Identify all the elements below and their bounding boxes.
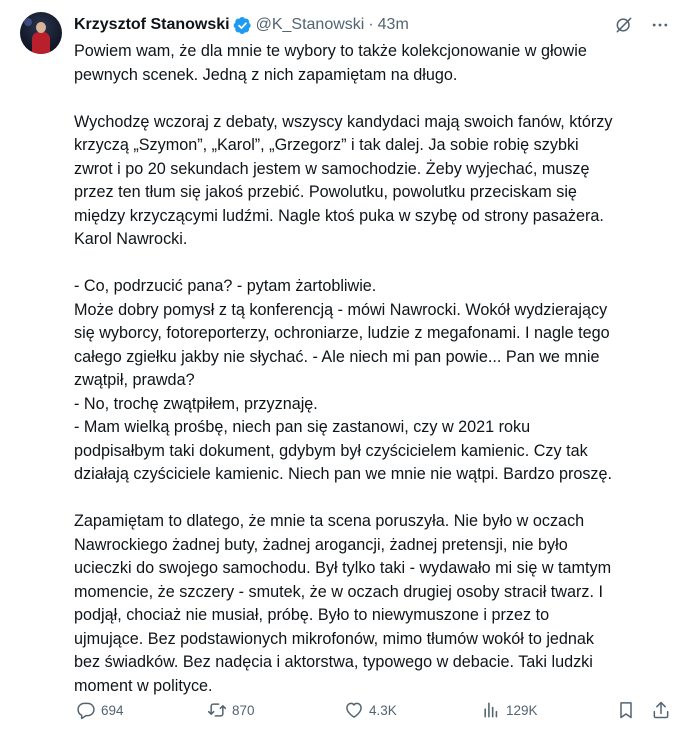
reply-count: 694 [101, 702, 124, 718]
avatar[interactable] [20, 12, 62, 54]
retweet-button[interactable] [207, 698, 255, 722]
like-button[interactable] [344, 698, 397, 722]
tweet-header [74, 14, 409, 36]
author-name[interactable]: Krzysztof Stanowski [74, 16, 230, 33]
views-count: 129K [506, 702, 538, 718]
avatar-figure-head [36, 22, 46, 33]
share-button[interactable] [651, 698, 671, 722]
tweet-time[interactable]: 43m [377, 16, 409, 33]
action-bar [74, 698, 674, 722]
reply-button[interactable] [76, 698, 124, 722]
views-chart-icon [481, 700, 501, 720]
bookmark-icon [616, 700, 636, 720]
avatar-figure-body [32, 32, 50, 54]
retweet-count: 870 [232, 702, 255, 718]
author-handle[interactable]: @K_Stanowski [255, 16, 365, 33]
views-button[interactable] [481, 698, 538, 722]
bookmark-button[interactable] [616, 698, 636, 722]
more-options-icon[interactable] [650, 15, 670, 35]
verified-badge-icon [233, 16, 252, 35]
share-icon [651, 700, 671, 720]
retweet-icon [207, 700, 227, 720]
tweet-text: Powiem wam, że dla mnie te wybory to także kolekcjonowanie w głowie pewnych scenek. Jedną z nich zapamiętam na długo. Wychodzę wczoraj z debaty, wszyscy kandydaci mają swoich fanów, którzy krzyczą „Szymon”, „Karol”, „Grzegorz” i tak dalej. Ja sobie robię szybki zwrot i po 20 sekundach jestem w samochodzie. Żeby wyjechać, muszę przez ten tłum się jakoś przebić. Powolutku, powolutku przeciskam się między krzyczącymi ludźmi. Nagle ktoś puka w szybę od strony pasażera. Karol Nawrocki. - Co, podrzucić pana? - pytam żartobliwie. Może dobry pomysł z tą konferencją - mówi Nawrocki. Wokół wydzierający się wyborcy, fotoreporterzy, ochroniarze, ludzie z megafonami. I nagle tego całego zgiełku jakby nie słychać. - Ale niech mi pan powie... Pan we mnie zwątpił, prawda? - No, trochę zwątpiłem, przyznaję. - Mam wielką prośbę, niech pan się zastanowi, czy w 2021 roku podpisałbym taki dokument, gdybym był czyścicielem kamienic. Czy tak działają czyściciele kamienic. Niech pan we mnie nie wątpi. Bardzo proszę. Zapamiętam to dlatego, że mnie ta scena poruszyła. Nie było w oczach Nawrockiego żadnej buty, żadnej arogancji, żadnej pretensji, nie było ucieczki do swojego samochodu. Był tylko taki - wydawało mi się w tamtym momencie, że szczery - smutek, że w oczach drugiej osoby stracił twarz. I podjął, chociaż nie musiał, próbę. Było to niewymuszone i przez to ujmujące. Bez podstawionych mikrofonów, mimo tłumów wokół to jednak bez świadków. Bez nadęcia i aktorstwa, typowego w debacie. Taki ludzki moment w polityce. [74, 42, 613, 695]
avatar-light [24, 18, 32, 26]
separator-dot: · [368, 16, 374, 33]
top-actions [614, 15, 670, 35]
heart-icon [344, 700, 364, 720]
reply-icon [76, 700, 96, 720]
like-count: 4.3K [369, 702, 397, 718]
grok-icon[interactable] [614, 15, 634, 35]
